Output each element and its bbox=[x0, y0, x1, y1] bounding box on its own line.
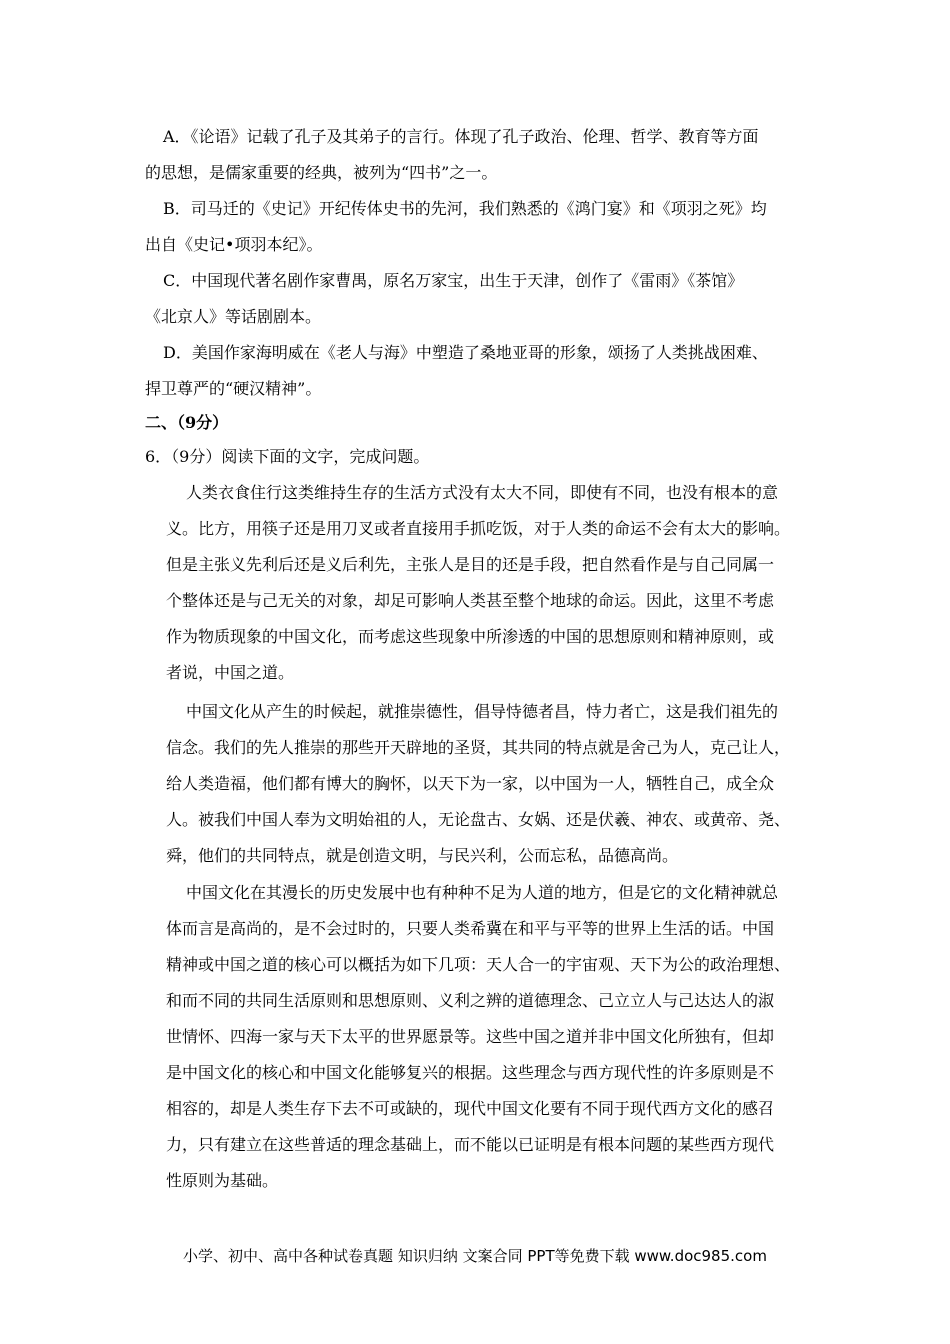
passage-line: 精神或中国之道的核心可以概括为如下几项：天人合一的宇宙观、天下为公的政治理想、 bbox=[166, 955, 791, 974]
option-a-line-2: 的思想，是儒家重要的经典，被列为“四书”之一。 bbox=[145, 163, 498, 182]
passage-line: 世情怀、四海一家与天下太平的世界愿景等。这些中国之道并非中国文化所独有，但却 bbox=[166, 1027, 775, 1046]
passage-line: 体而言是高尚的，是不会过时的，只要人类希冀在和平与平等的世界上生活的话。中国 bbox=[166, 919, 775, 938]
passage-line: 是中国文化的核心和中国文化能够复兴的根据。这些理念与西方现代性的许多原则是不 bbox=[166, 1063, 775, 1082]
passage-line: 作为物质现象的中国文化，而考虑这些现象中所渗透的中国的思想原则和精神原则，或 bbox=[166, 627, 775, 646]
passage-line: 人类衣食住行这类维持生存的生活方式没有太大不同，即使有不同，也没有根本的意 bbox=[186, 483, 779, 502]
passage-line: 义。比方，用筷子还是用刀叉或者直接用手抓吃饭，对于人类的命运不会有太大的影响。 bbox=[166, 519, 791, 538]
passage-line: 人。被我们中国人奉为文明始祖的人，无论盘古、女娲、还是伏羲、神农、或黄帝、尧、 bbox=[166, 810, 791, 829]
passage-line: 中国文化在其漫长的历史发展中也有种种不足为人道的地方，但是它的文化精神就总 bbox=[186, 883, 779, 902]
option-c-line-2: 《北京人》等话剧剧本。 bbox=[145, 307, 322, 326]
section-heading: 二、（9分） bbox=[145, 413, 229, 432]
passage-line: 力，只有建立在这些普适的理念基础上，而不能以已证明是有根本问题的某些西方现代 bbox=[166, 1135, 775, 1154]
passage-line: 性原则为基础。 bbox=[166, 1171, 279, 1190]
passage-line: 中国文化从产生的时候起，就推崇德性，倡导恃德者昌，恃力者亡，这是我们祖先的 bbox=[186, 702, 779, 721]
option-b-line-2: 出自《史记•项羽本纪》。 bbox=[145, 235, 323, 254]
option-d-line-1: D．美国作家海明威在《老人与海》中塑造了桑地亚哥的形象，颂扬了人类挑战困难、 bbox=[163, 343, 768, 362]
option-b-line-1: B．司马迁的《史记》开纪传体史书的先河，我们熟悉的《鸿门宴》和《项羽之死》均 bbox=[163, 199, 767, 218]
passage-line: 信念。我们的先人推崇的那些开天辟地的圣贤，其共同的特点就是舍己为人，克己让人， bbox=[166, 738, 791, 757]
passage-line: 但是主张义先利后还是义后利先，主张人是目的还是手段，把自然看作是与自己同属一 bbox=[166, 555, 775, 574]
footer-text: 小学、初中、高中各种试卷真题 知识归纳 文案合同 PPT等免费下载 www.doc985.com bbox=[183, 1247, 767, 1265]
option-d-line-2: 捍卫尊严的“硬汉精神”。 bbox=[145, 379, 322, 398]
passage-line: 和而不同的共同生活原则和思想原则、义利之辨的道德理念、己立立人与己达达人的淑 bbox=[166, 991, 775, 1010]
passage-line: 者说，中国之道。 bbox=[166, 663, 295, 682]
passage-line: 给人类造福，他们都有博大的胸怀，以天下为一家，以中国为一人，牺牲自己，成全众 bbox=[166, 774, 775, 793]
option-a-line-1: A．《论语》记载了孔子及其弟子的言行。体现了孔子政治、伦理、哲学、教育等方面 bbox=[163, 127, 759, 146]
passage-line: 个整体还是与己无关的对象，却足可影响人类甚至整个地球的命运。因此，这里不考虑 bbox=[166, 591, 775, 610]
passage-line: 舜，他们的共同特点，就是创造文明，与民兴利，公而忘私，品德高尚。 bbox=[166, 846, 679, 865]
option-c-line-1: C．中国现代著名剧作家曹禺，原名万家宝，出生于天津，创作了《雷雨》《茶馆》 bbox=[163, 271, 744, 290]
passage-line: 相容的，却是人类生存下去不可或缺的，现代中国文化要有不同于现代西方文化的感召 bbox=[166, 1099, 775, 1118]
question-6: 6．（9分）阅读下面的文字，完成问题。 bbox=[145, 447, 430, 466]
